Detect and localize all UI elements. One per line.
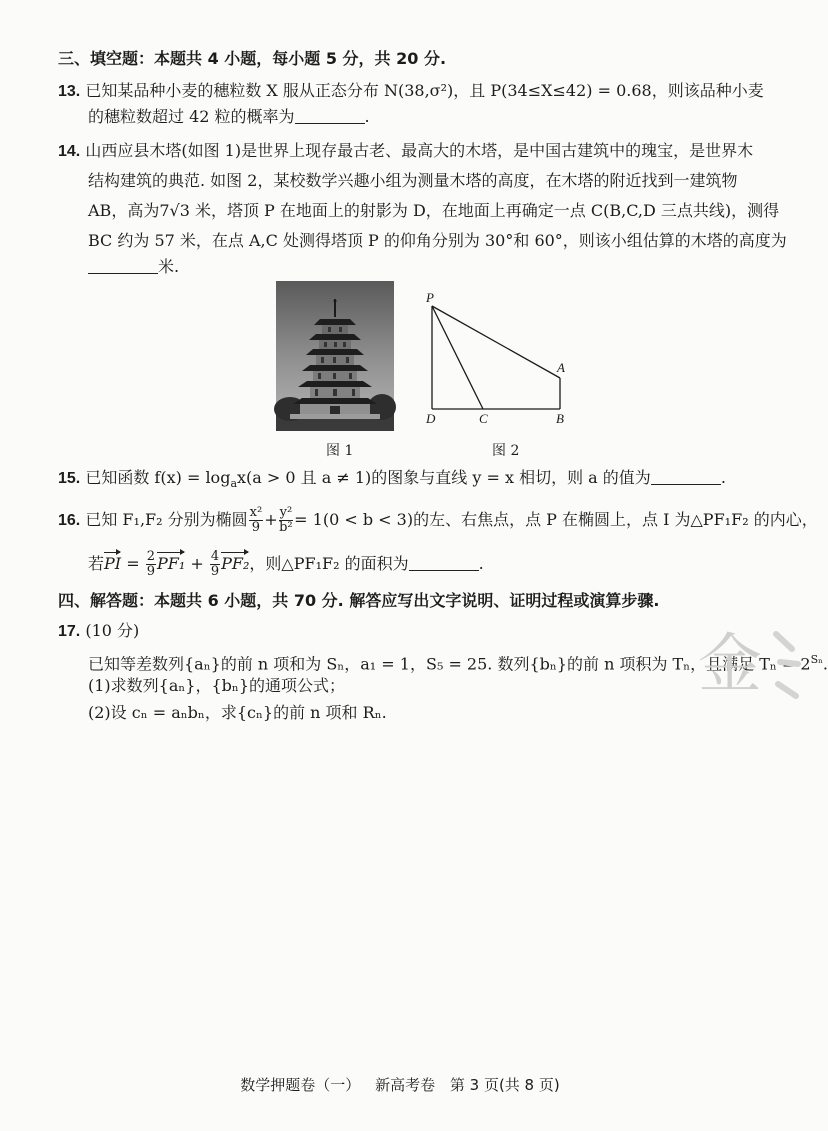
question-14-text1: 山西应县木塔(如图 1)是世界上现存最古老、最高大的木塔，是中国古建筑中的瑰宝，是世界木: [85, 141, 754, 160]
label-C: C: [479, 411, 488, 426]
footer-book: 数学押题卷（一）: [240, 1076, 361, 1094]
question-15-number: 15.: [58, 470, 81, 487]
question-17-part2: (2)设 cₙ = aₙbₙ，求{cₙ}的前 n 项和 Rₙ.: [88, 703, 387, 722]
label-A: A: [557, 360, 565, 375]
answer-blank-15[interactable]: [651, 468, 721, 485]
question-17-number: 17.: [58, 623, 81, 640]
label-D: D: [426, 411, 436, 426]
question-13-number: 13.: [58, 83, 81, 100]
question-16-text-b: = 1(0 < b < 3)的左、右焦点，点 P 在椭圆上，点 I 为△PF₁F₂ 的内心，: [294, 510, 818, 529]
pagoda-image: [276, 281, 394, 431]
vector-PF2: PF₂: [221, 554, 250, 573]
question-16-line1: [58, 505, 818, 535]
footer-type: 新高考卷: [375, 1076, 436, 1094]
exponent-Sn: Sₙ: [810, 653, 823, 666]
question-14-text2: 结构建筑的典范. 如图 2，某校数学兴趣小组为测量木塔的高度，在木塔的附近找到一建筑物: [88, 171, 738, 190]
watermark-text: 金: [698, 628, 762, 702]
question-14-text5: 米.: [158, 257, 180, 276]
segment-PA: [432, 306, 560, 378]
answer-blank-14[interactable]: [88, 257, 158, 274]
question-14-line1: [58, 140, 760, 163]
equals-sign: =: [126, 554, 140, 573]
figure-2-caption: 图 2: [492, 443, 520, 459]
figure-1-caption: 图 1: [326, 443, 354, 459]
segment-PC: [432, 306, 483, 409]
question-16-line2: 若PI = $\frac{2}{9}$ PF₁ + $\frac{4}{9}$ PF₂，则△PF₁F₂ 的面积为 .: [88, 549, 484, 579]
question-17-part1: (1)求数列{aₙ}，{bₙ}的通项公式；: [88, 676, 346, 695]
label-B: B: [556, 411, 564, 426]
fraction-y2-over-b2: $\frac{\text{y²}}{\text{b²}}$: [279, 505, 293, 535]
question-15-line: 15. 已知函数 $f(x) = \log_ax(a > 0$ 且 a ≠ 1)的图象与直线 y = x 相切，则 a 的值为 .: [58, 468, 726, 491]
question-14-text3: AB，高为7√3 米，塔顶 P 在地面上的射影为 D，在地面上再确定一点 C(B,C,D 三点共线)，测得: [88, 201, 780, 220]
section-3-title: 三、填空题：本题共 4 小题，每小题 5 分，共 20 分.: [58, 49, 447, 68]
geometry-diagram: [420, 290, 580, 430]
question-17-text1: 已知等差数列{aₙ}的前 n 项和为 Sₙ，a₁ = 1，S₅ = 25. 数列{bₙ}的前 n 项积为 Tₙ，且满足 Tₙ = 2: [88, 654, 811, 674]
question-16-text-c: ，则△PF₁F₂ 的面积为: [249, 554, 409, 573]
vector-PF1: PF₁: [156, 554, 186, 573]
question-15-text-a: 已知函数 f(x) = log: [85, 468, 231, 487]
question-17-header: [58, 620, 760, 643]
question-14-number: 14.: [58, 143, 81, 160]
figure-2-diagram: [420, 290, 580, 430]
question-17-score: (10 分): [85, 621, 140, 640]
question-17-line1: 已知等差数列{aₙ}的前 n 项和为 Sₙ，a₁ = 1，S₅ = 25. 数列{bₙ}的前 n 项积为 Tₙ，且满足 $T_n = 2^{S_n}$.: [88, 653, 828, 674]
plus-sign-2: +: [190, 554, 204, 573]
answer-blank-16[interactable]: [409, 554, 479, 571]
question-14-text4: BC 约为 57 米，在点 A,C 处测得塔顶 P 的仰角分别为 30°和 60°，则该小组估算的木塔的高度为: [88, 231, 787, 250]
question-13-text1: 已知某品种小麦的穗粒数 X 服从正态分布 N(38,σ²)，且 P(34≤X≤42) = 0.68，则该品种小麦: [85, 81, 764, 100]
fraction-x2-over-9: $\frac{\text{x²}}{9}$: [249, 505, 263, 535]
coef-2-over-9: $\frac{2}{9}$: [146, 549, 155, 579]
question-16-text-a: 已知 F₁,F₂ 分别为椭圆: [85, 510, 248, 529]
label-P: P: [426, 290, 434, 305]
answer-blank-13[interactable]: [295, 107, 365, 124]
question-14-line5: [88, 256, 760, 278]
vector-PI: PI: [104, 554, 122, 573]
question-16-number: 16.: [58, 512, 81, 529]
page-footer: [0, 1074, 800, 1095]
watermark-logo: [680, 604, 800, 724]
plus-sign: +: [264, 510, 278, 529]
question-13-text2: 的穗粒数超过 42 粒的概率为: [88, 107, 295, 126]
coef-4-over-9: $\frac{4}{9}$: [210, 549, 220, 579]
question-13-line1: [58, 80, 764, 103]
question-13-line2: 的穗粒数超过 42 粒的概率为 .: [88, 107, 370, 126]
section-4-title: 四、解答题：本题共 6 小题，共 70 分. 解答应写出文字说明、证明过程或演算步骤.: [58, 591, 660, 610]
footer-page: 第 3 页(共 8 页): [449, 1076, 560, 1094]
question-16-if: 若: [88, 554, 105, 573]
log-base: a: [230, 477, 237, 491]
figure-1-pagoda-photo: [276, 281, 394, 431]
question-15-text-b: x(a > 0 且 a ≠ 1)的图象与直线 y = x 相切，则 a 的值为: [237, 468, 651, 487]
